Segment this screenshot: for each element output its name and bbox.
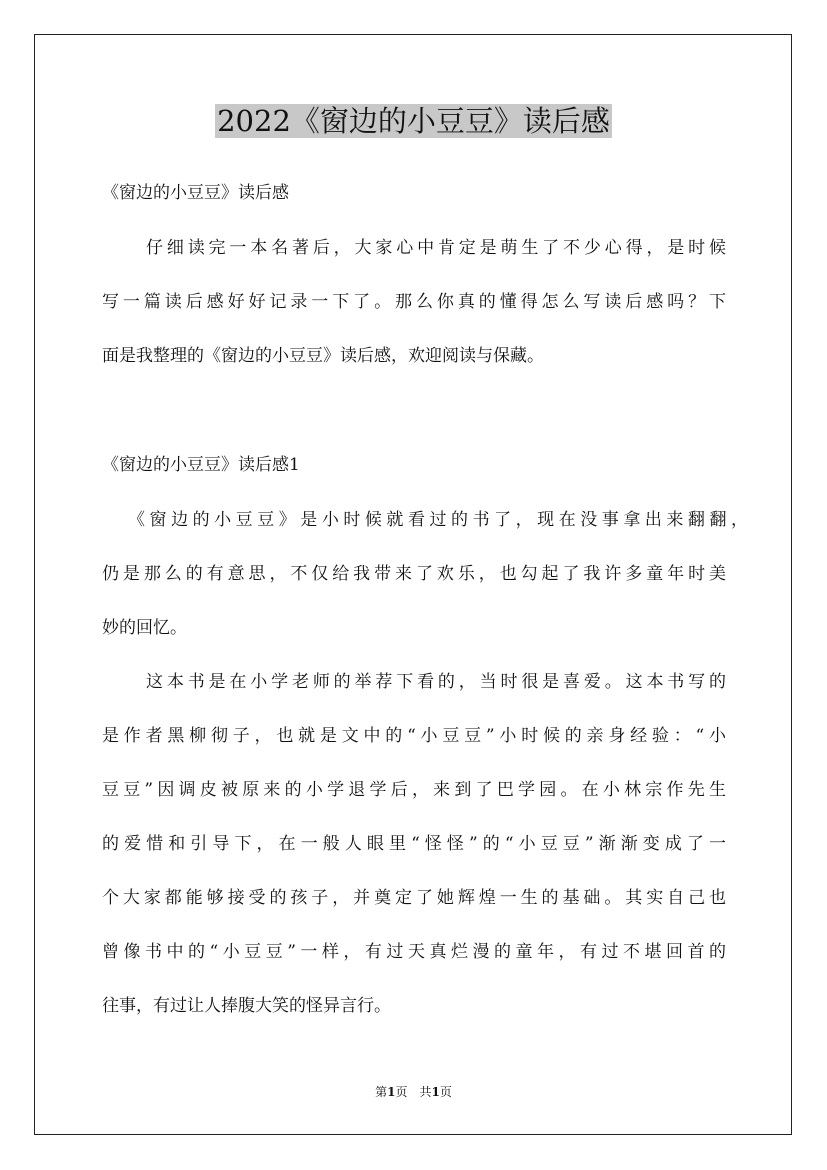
paragraph-line: 这本书是在小学老师的举荐下看的，当时很是喜爱。这本书写的 (146, 672, 726, 692)
page-total: 1 (431, 1085, 440, 1099)
intro-line: 面是我整理的《窗边的小豆豆》读后感，欢迎阅读与保藏。 (102, 346, 544, 366)
document-title-text: 2022《窗边的小豆豆》读后感 (217, 104, 610, 138)
document-title (0, 100, 827, 142)
paragraph-line: 往事，有过让人捧腹大笑的怪异言行。 (102, 996, 391, 1016)
paragraph-line: 豆豆”因调皮被原来的小学退学后，来到了巴学园。在小林宗作先生 (102, 780, 726, 800)
intro-line: 写一篇读后感好好记录一下了。那么你真的懂得怎么写读后感吗？下 (102, 292, 726, 312)
section-heading: 《窗边的小豆豆》读后感1 (102, 455, 300, 475)
page-current: 1 (387, 1085, 396, 1099)
paragraph-line: 是作者黑柳彻子，也就是文中的“小豆豆”小时候的亲身经验：“小 (102, 726, 726, 746)
intro-line: 仔细读完一本名著后，大家心中肯定是萌生了不少心得，是时候 (146, 238, 726, 258)
document-subtitle: 《窗边的小豆豆》读后感 (102, 183, 289, 203)
paragraph-line: 仍是那么的有意思，不仅给我带来了欢乐，也勾起了我许多童年时美 (102, 564, 726, 584)
total-suffix: 页 (439, 1085, 452, 1099)
page-suffix: 页 (395, 1085, 408, 1099)
paragraph-line: 的爱惜和引导下，在一般人眼里“怪怪”的“小豆豆”渐渐变成了一 (102, 834, 726, 854)
total-prefix: 共 (419, 1085, 432, 1099)
paragraph-line: 妙的回忆。 (102, 618, 187, 638)
page-footer (0, 1083, 827, 1101)
paragraph-line: 《窗边的小豆豆》是小时候就看过的书了，现在没事拿出来翻翻， (128, 510, 748, 530)
page-prefix: 第 (375, 1085, 388, 1099)
paragraph-line: 曾像书中的“小豆豆”一样，有过天真烂漫的童年，有过不堪回首的 (102, 942, 726, 962)
paragraph-line: 个大家都能够接受的孩子，并奠定了她辉煌一生的基础。其实自己也 (102, 888, 726, 908)
